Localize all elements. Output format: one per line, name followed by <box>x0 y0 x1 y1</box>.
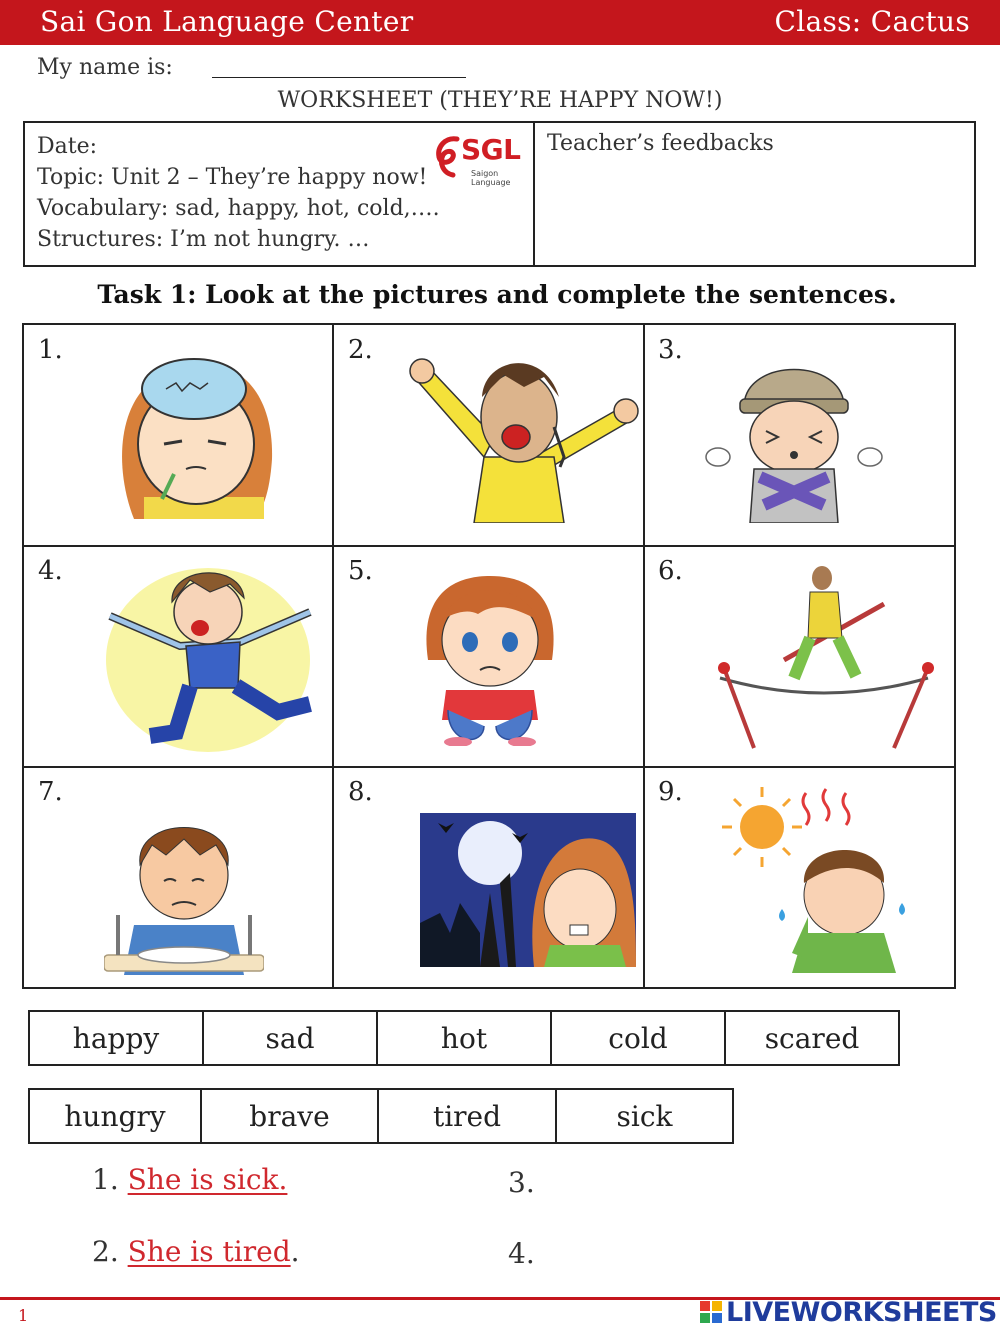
worksheet-title: WORKSHEET (THEY’RE HAPPY NOW!) <box>277 88 723 113</box>
picture-number: 8. <box>348 777 373 807</box>
sgl-logo <box>431 129 533 187</box>
tired-girl-icon <box>394 347 644 523</box>
picture-cell-7 <box>24 767 334 988</box>
sentence-period: . <box>290 1235 300 1268</box>
picture-cell-9 <box>644 767 954 988</box>
word-bank-row-1 <box>28 1010 900 1066</box>
topic-line: Topic: Unit 2 – They’re happy now! <box>37 165 428 190</box>
picture-number: 6. <box>658 556 683 586</box>
answer-field[interactable]: She is sick. <box>127 1163 288 1196</box>
sgl-logo-mark-icon <box>431 133 465 181</box>
info-divider <box>533 123 535 265</box>
vocabulary-line: Vocabulary: sad, happy, hot, cold,…. <box>37 196 440 221</box>
picture-grid <box>22 323 956 989</box>
picture-cell-2 <box>334 325 644 546</box>
structures-line: Structures: I’m not hungry. … <box>37 227 370 252</box>
picture-number: 9. <box>658 777 683 807</box>
word-bank-item[interactable]: hot <box>378 1012 552 1064</box>
word-bank-item[interactable]: brave <box>202 1090 379 1142</box>
sentence-number: 1. <box>92 1163 119 1196</box>
word-bank-item[interactable]: scared <box>764 1021 860 1055</box>
picture-number: 2. <box>348 335 373 365</box>
scared-girl-icon <box>420 813 636 967</box>
sentence-number: 2. <box>92 1235 119 1268</box>
name-input-line[interactable] <box>212 77 466 78</box>
word-bank-item[interactable]: happy <box>30 1012 204 1064</box>
picture-number: 7. <box>38 777 63 807</box>
picture-cell-5 <box>334 546 644 767</box>
sentence-number: 4. <box>508 1237 535 1270</box>
picture-cell-4 <box>24 546 334 767</box>
sentence-number: 3. <box>508 1166 535 1199</box>
feedback-label: Teacher’s feedbacks <box>547 131 774 156</box>
word-bank-item[interactable]: sad <box>204 1012 378 1064</box>
sad-girl-icon <box>418 570 562 746</box>
picture-cell-8 <box>334 767 644 988</box>
sentence-4 <box>508 1237 535 1270</box>
sentence-2 <box>92 1235 300 1268</box>
picture-number: 5. <box>348 556 373 586</box>
lesson-info <box>37 131 440 255</box>
page-number: 1 <box>18 1306 29 1325</box>
date-label: Date: <box>37 134 98 159</box>
info-box <box>23 121 976 267</box>
sgl-logo-tagline: Saigon Language <box>471 169 511 187</box>
answer-field[interactable]: She is tired <box>127 1235 291 1268</box>
liveworksheets-brand[interactable]: LIVEWORKSHEETS <box>726 1297 997 1328</box>
sgl-logo-word: SGL <box>461 133 521 166</box>
word-bank-item[interactable]: sick <box>616 1099 673 1133</box>
picture-number: 4. <box>38 556 63 586</box>
picture-number: 1. <box>38 335 63 365</box>
hot-boy-icon <box>712 783 924 973</box>
word-bank-item[interactable]: cold <box>552 1012 726 1064</box>
picture-cell-1 <box>24 325 334 546</box>
picture-cell-6 <box>644 546 954 767</box>
class-label: Class: Cactus <box>774 5 970 38</box>
word-bank-row-2 <box>28 1088 734 1144</box>
word-bank-item[interactable]: tired <box>379 1090 557 1142</box>
sentence-3 <box>508 1166 535 1199</box>
hungry-boy-icon <box>104 815 264 975</box>
name-label: My name is: <box>37 55 173 80</box>
word-bank-item[interactable]: hungry <box>30 1090 202 1142</box>
sentence-1 <box>92 1163 287 1196</box>
liveworksheets-logo-icon <box>700 1301 722 1323</box>
school-name: Sai Gon Language Center <box>40 5 414 38</box>
brave-boy-icon <box>714 558 934 750</box>
picture-cell-3 <box>644 325 954 546</box>
cold-man-icon <box>704 347 884 523</box>
picture-number: 3. <box>658 335 683 365</box>
happy-boy-icon <box>90 556 320 756</box>
header-bar <box>0 0 1000 45</box>
task1-title: Task 1: Look at the pictures and complete the sentences. <box>97 280 897 309</box>
sick-girl-icon <box>104 349 284 519</box>
